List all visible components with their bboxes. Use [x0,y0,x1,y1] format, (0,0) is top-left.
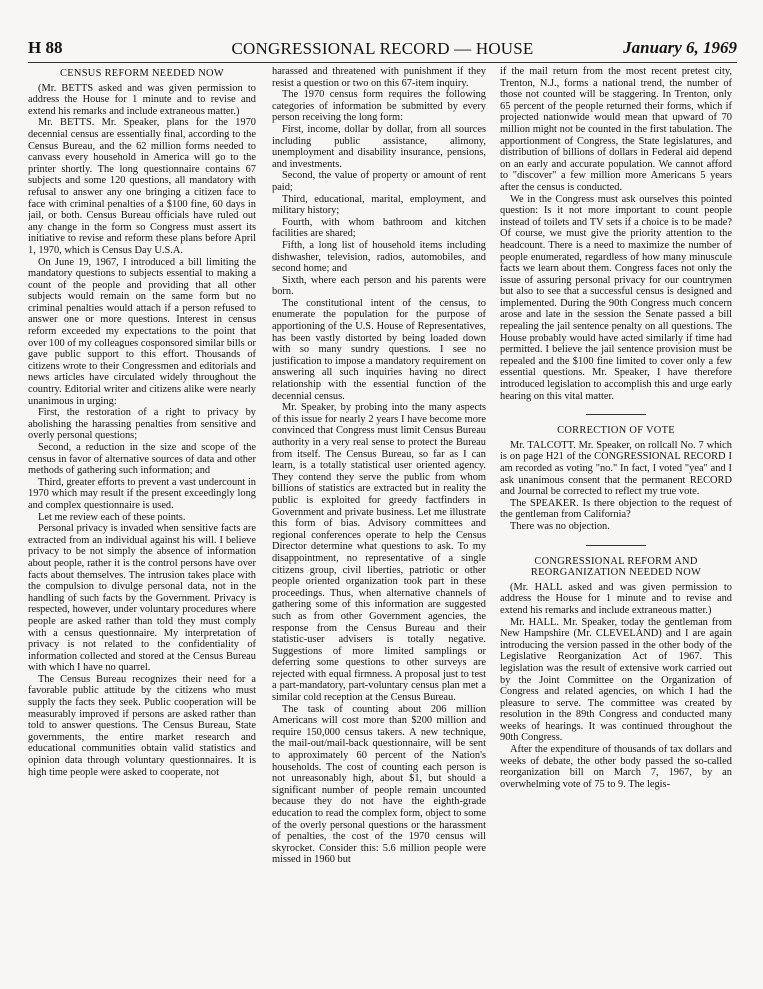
column-1 [28,66,256,971]
paragraph: Second, a reduction in the size and scope of the census in favor of alternative sources of data and other methods of gathering such information; and [28,442,256,477]
paragraph: Let me review each of these points. [38,511,186,523]
paragraph: The constitutional intent of the census, to enumerate the population for the purpose of apportioning of the U.S. House of Representatives, has been vastly distorted by being loaded down with so many sundry questions. I see no justification to impose a mandatory requirement on answering all such inquiries having no direct relationship with the essential function of the decennial census. [272,297,486,402]
header-rule [28,62,737,63]
paragraph: We in the Congress must ask ourselves this pointed question: Is it not more important to count people instead of toilets and TV sets if a choice is to be made? Of course, we must give the priority attention to the headcount. There is a need to maximize the number of people enumerated, regardless of how many minuscule facts we learn about them. Congress faces not only the issue of assuring personal privacy for our countrymen but also to see that a successful census is designed and implemented. During the 90th Congress much concern arose and late in the session the Senate passed a bill repealing the jail sentence penalty on all questions. The House probably would have acted similarly if time had permitted. I believe the jail sentence provision must be repealed and the $100 fine limited to cover only a few essential questions. Mr. Speaker, I have therefore introduced legislation to accomplish this and urge early hearing on this vital matter. [500,193,732,402]
paragraph: After the expenditure of thousands of tax dollars and weeks of debate, the other body passed the so-called reorganization bill on March 7, 1967, by an overwhelming vote of 75 to 9. The legis- [500,744,732,790]
section-heading-census-reform: CENSUS REFORM NEEDED NOW [60,68,224,79]
paragraph: First, income, dollar by dollar, from all sources including public assistance, alimony, unemployment and disability insurance, pensions, and investments. [272,123,486,170]
paragraph: On June 19, 1967, I introduced a bill limiting the mandatory questions to subjects essential to making a count of the people and providing that all other subjects would remain on the same form but no criminal penalties would attach if a person refused to answer one or more questions. Interest in census reform exceeded my expectations to the point that over 100 of my colleagues cosponsored similar bills or gave public support to this effort. Thousands of citizens wrote to their Congressmen and editorials and news articles have circulated widely throughout the country. Editorial writer and citizens alike were nearly unanimous in urging: [28,256,256,407]
column-2 [272,66,486,971]
paragraph: The task of counting about 206 million Americans will cost more than $200 million and require 150,000 census takers. A new technique, the mail-out/mail-back questionnaire, will be sent to approximately 60 percent of the Nation's households. The cost of counting each person is not unreasonably high, about $1, but should a significant number of people remain uncounted because they do not have the eighth-grade education to read the complex form, object to some of the overly personal questions or the harassment of penalties, the cost of the 1970 census will skyrocket. Consider this: 5.6 million people were missed in 1960 but [272,703,486,866]
section-divider [586,414,646,415]
paragraph: Second, the value of property or amount of rent paid; [272,170,486,193]
paragraph: Third, greater efforts to prevent a vast undercount in 1970 which may result if the present exceedingly long and complex questionnaire is used. [28,476,256,511]
paragraph: (Mr. BETTS asked and was given permission to address the House for 1 minute and to revise and extend his remarks and include extraneous matter.) [28,82,256,117]
paragraph: Fourth, with whom bathroom and kitchen facilities are shared; [272,216,486,240]
paragraph: Mr. BETTS. Mr. Speaker, plans for the 1970 decennial census are essentially final, according to the Census Bureau, and the 62 million forms needed to canvass every household in America will go to the printer shortly. The long questionnaire contains 67 subjects and some 120 questions, all mandatory with refusal to answer any one bringing a citizen face to face with criminal penalties of a $100 fine, 60 days in jail, or both. Census Bureau officials have ruled out any change in the form so Congress must assert its initiative to revise and reform these plans before April 1, 1970, which is Census Day U.S.A. [28,117,256,256]
paragraph: harassed and threatened with punishment if they resist a question or two on this 67-item inquiry. [272,66,486,89]
paragraph: if the mail return from the most recent pretest city, Trenton, N.J., forms a national trend, the number of those not counted will be staggering. In Trenton, only 65 percent of the people returned their forms, which if projected nationwide would mean that upward of 70 million might not be counted in the first tabulation. The apportionment of Congress, the State legislatures, and distribution of billions of dollars in Federal aid depend on an early and accurate population. We cannot afford to "discover" a few million more Americans 5 years after the census is conducted. [500,66,732,193]
page-header [28,38,737,62]
paragraph: Fifth, a long list of household items including dishwasher, television, radios, automobiles, and second home; and [272,239,486,275]
column-3 [500,66,732,971]
paragraph: (Mr. HALL asked and was given permission to address the House for 1 minute and to revise and extend his remarks and include extraneous matter.) [500,581,732,616]
publication-title: CONGRESSIONAL RECORD — HOUSE [231,39,534,58]
paragraph: The Census Bureau recognizes their need for a favorable public attitude by the citizens who must supply the facts they seek. Public cooperation will be measurably improved if persons are asked rather than told to answer questions. The Census Bureau, State governments, the entire market research and educational communities obtain valid statistics and opinion data through voluntary questionnaires. It is high time people were asked to cooperate, not [28,673,256,778]
issue-date: January 6, 1969 [623,38,737,57]
paragraph: There was no objection. [510,520,610,532]
paragraph: Mr. TALCOTT. Mr. Speaker, on rollcall No. 7 which is on page H21 of the CONGRESSIONAL RECORD I am recorded as voting "no." In fact, I voted "yea" and I ask unanimous consent that the permanent RECORD and Journal be corrected to reflect my true vote. [500,439,732,498]
paragraph: Mr. HALL. Mr. Speaker, today the gentleman from New Hampshire (Mr. CLEVELAND) and I are again introducing the version passed in the other body of the Legislative Reorganization Act of 1967. This legislation was the result of extensive work carried out by the Joint Committee on the Organization of Congress and related agencies, on which I had the pleasure to serve. The committee was created by resolution in the 89th Congress and conducted many weeks of hearings. It was continued throughout the 90th Congress. [500,616,732,744]
section-divider [586,545,646,546]
paragraph: First, the restoration of a right to privacy by abolishing the harassing penalties from sensitive and overly personal questions; [28,407,256,442]
section-heading-congressional-reform: CONGRESSIONAL REFORM AND REORGANIZATION NEEDED NOW [530,555,702,579]
paragraph: The 1970 census form requires the following categories of information be submitted by every person receiving the long form: [272,89,486,124]
page-number: H 88 [28,38,63,57]
paragraph: Third, educational, marital, employment, and military history; [272,193,486,217]
paragraph: Mr. Speaker, by probing into the many aspects of this issue for nearly 2 years I have become more convinced that Congress must limit Census Bureau authority in a very real sense to protect the Bureau from itself. The Census Bureau, so far as I can learn, is a totally statistical user oriented agency. They contend they serve the public from whom billions of statistics are extracted but in reality the public is exploited for greedy factfinders in Government and private business. Let me illustrate this form of bias. Advisory committees and regional conferences operate to help the Census Director determine what questions to ask. To my disappointment, no representative of a single citizens group, civil liberties, patriotic or other people oriented organization took part in these proceedings. Thus, when alternative channels of gathering some of this information are suggested such as from other Government agencies, the response from the Census Bureau and their statistic-user advisers is totally negative. Suggestions of more limited samplings or deferring some questions to other surveys are rejected with equal firmness. A proposal just to test a part-mandatory, part-voluntary census plan met a similar cold reception at the Census Bureau. [272,402,486,704]
paragraph: Personal privacy is invaded when sensitive facts are extracted from an individual against his will. I believe privacy to be not simply the absence of information about people, rather it is the control persons have over facts about themselves. The intrusion takes place with the compulsion to divulge personal data, not in the handling of such facts by the Government. Privacy is respected, however, under voluntary procedures where people are asked rather than told they must comply with a census questionnaire. My interpretation of privacy is not related to the confidentiality of information collected and stored at the Census Bureau with which I have no quarrel. [28,523,256,674]
section-heading-correction-of-vote: CORRECTION OF VOTE [557,425,675,437]
paragraph: Sixth, where each person and his parents were born. [272,274,486,298]
paragraph: The SPEAKER. Is there objection to the request of the gentleman from California? [500,497,732,521]
